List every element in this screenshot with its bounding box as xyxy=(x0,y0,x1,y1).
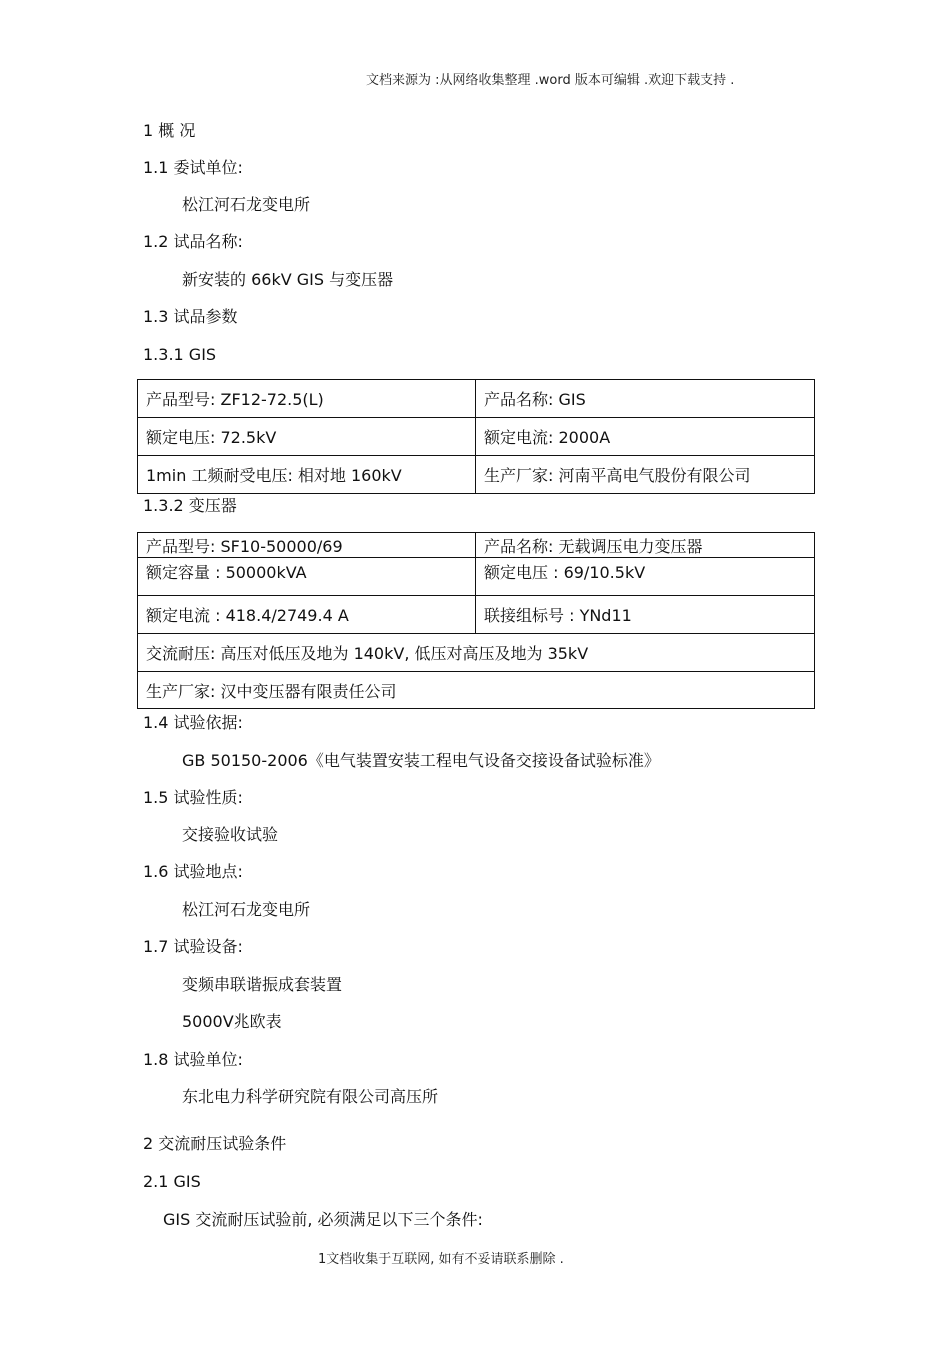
table-cell: 产品名称: GIS xyxy=(476,380,815,418)
section-1-2-value: 新安装的 66kV GIS 与变压器 xyxy=(182,270,394,289)
section-1-5-label: 1.5 试验性质: xyxy=(143,788,243,807)
table-cell: 产品型号: SF10-50000/69 xyxy=(138,533,476,558)
gis-parameters-table xyxy=(137,379,815,494)
table-row xyxy=(138,634,815,672)
table-cell: 产品型号: ZF12-72.5(L) xyxy=(138,380,476,418)
section-1-4-label: 1.4 试验依据: xyxy=(143,713,243,732)
section-1-1-label: 1.1 委试单位: xyxy=(143,158,243,177)
table-row xyxy=(138,456,815,494)
section-2-title: 2 交流耐压试验条件 xyxy=(143,1134,287,1153)
section-1-7-value: 变频串联谐振成套装置 xyxy=(182,975,343,994)
section-1-6-value: 松江河石龙变电所 xyxy=(182,900,311,919)
section-1-3-1-label: 1.3.1 GIS xyxy=(143,345,217,364)
section-1-3-2-label: 1.3.2 变压器 xyxy=(143,496,237,515)
section-2-1-text: GIS 交流耐压试验前, 必须满足以下三个条件: xyxy=(163,1210,483,1229)
table-cell: 额定电流: 2000A xyxy=(476,418,815,456)
table-row xyxy=(138,672,815,709)
section-1-6-label: 1.6 试验地点: xyxy=(143,862,243,881)
table-cell: 额定电压: 72.5kV xyxy=(138,418,476,456)
table-row xyxy=(138,533,815,558)
table-row xyxy=(138,596,815,634)
table-cell: 1min 工频耐受电压: 相对地 160kV xyxy=(138,456,476,494)
table-cell: 产品名称: 无载调压电力变压器 xyxy=(476,533,815,558)
section-1-7-value: 5000V兆欧表 xyxy=(182,1012,282,1031)
section-1-3-label: 1.3 试品参数 xyxy=(143,307,238,326)
transformer-parameters-table xyxy=(137,532,815,709)
section-1-title: 1 概 况 xyxy=(143,121,196,140)
section-1-2-label: 1.2 试品名称: xyxy=(143,232,243,251)
section-1-4-value: GB 50150-2006《电气装置安装工程电气设备交接设备试验标准》 xyxy=(182,751,660,770)
section-1-8-label: 1.8 试验单位: xyxy=(143,1050,243,1069)
table-cell: 额定容量 : 50000kVA xyxy=(138,558,476,596)
section-1-1-value: 松江河石龙变电所 xyxy=(182,195,311,214)
page-footer: 1文档收集于互联网, 如有不妥请联系删除 . xyxy=(318,1252,564,1267)
table-row xyxy=(138,380,815,418)
section-1-8-value: 东北电力科学研究院有限公司高压所 xyxy=(182,1087,439,1106)
section-1-5-value: 交接验收试验 xyxy=(182,825,279,844)
table-cell: 交流耐压: 高压对低压及地为 140kV, 低压对高压及地为 35kV xyxy=(138,634,815,672)
table-cell: 额定电压 : 69/10.5kV xyxy=(476,558,815,596)
table-row xyxy=(138,558,815,596)
section-2-1-label: 2.1 GIS xyxy=(143,1172,201,1191)
page-header: 文档来源为 :从网络收集整理 .word 版本可编辑 .欢迎下载支持 . xyxy=(366,73,735,88)
table-cell: 额定电流 : 418.4/2749.4 A xyxy=(138,596,476,634)
table-cell: 生产厂家: 河南平高电气股份有限公司 xyxy=(476,456,815,494)
table-cell: 生产厂家: 汉中变压器有限责任公司 xyxy=(138,672,815,709)
table-row xyxy=(138,418,815,456)
section-1-7-label: 1.7 试验设备: xyxy=(143,937,243,956)
table-cell: 联接组标号 : YNd11 xyxy=(476,596,815,634)
